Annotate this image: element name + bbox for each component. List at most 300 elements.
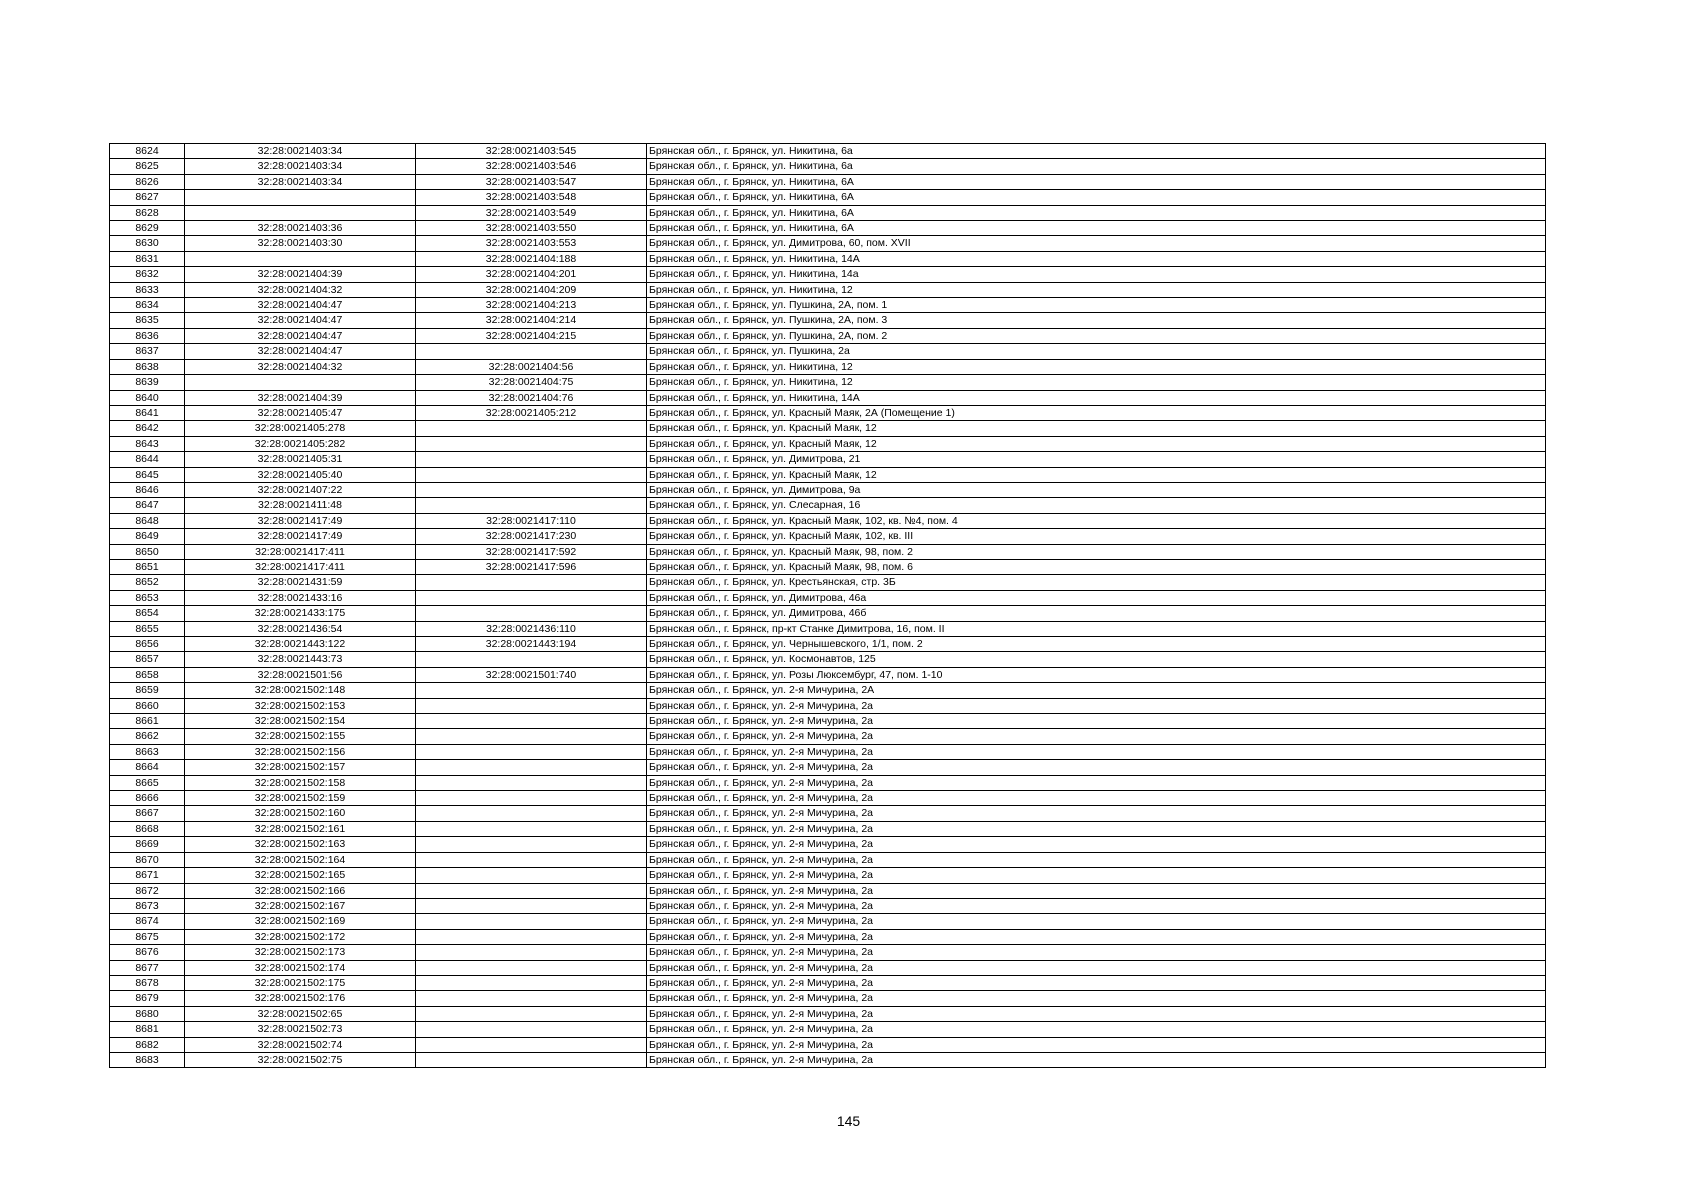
- row-number-cell: 8644: [110, 452, 185, 467]
- address-cell: Брянская обл., г. Брянск, ул. Красный Маяк, 12: [647, 436, 1546, 451]
- object-cadastral-number-cell: [416, 698, 647, 713]
- table-row: [110, 960, 1546, 975]
- object-cadastral-number-cell: 32:28:0021404:56: [416, 359, 647, 374]
- parcel-cadastral-number-cell: 32:28:0021404:32: [185, 359, 416, 374]
- table-row: [110, 729, 1546, 744]
- object-cadastral-number-cell: 32:28:0021404:215: [416, 328, 647, 343]
- address-cell: Брянская обл., г. Брянск, ул. Димитрова, 21: [647, 452, 1546, 467]
- address-cell: Брянская обл., г. Брянск, ул. 2-я Мичурина, 2а: [647, 868, 1546, 883]
- address-cell: Брянская обл., г. Брянск, ул. 2-я Мичурина, 2а: [647, 929, 1546, 944]
- object-cadastral-number-cell: [416, 975, 647, 990]
- row-number-cell: 8646: [110, 482, 185, 497]
- row-number-cell: 8673: [110, 898, 185, 913]
- table-row: [110, 868, 1546, 883]
- parcel-cadastral-number-cell: 32:28:0021404:47: [185, 313, 416, 328]
- address-cell: Брянская обл., г. Брянск, пр-кт Станке Димитрова, 16, пом. II: [647, 621, 1546, 636]
- parcel-cadastral-number-cell: 32:28:0021502:75: [185, 1052, 416, 1067]
- row-number-cell: 8638: [110, 359, 185, 374]
- address-cell: Брянская обл., г. Брянск, ул. 2-я Мичурина, 2а: [647, 1022, 1546, 1037]
- table-row: [110, 282, 1546, 297]
- table-row: [110, 945, 1546, 960]
- table-row: [110, 1037, 1546, 1052]
- table-row: [110, 637, 1546, 652]
- address-cell: Брянская обл., г. Брянск, ул. Красный Маяк, 98, пом. 6: [647, 559, 1546, 574]
- row-number-cell: 8625: [110, 159, 185, 174]
- table-row: [110, 791, 1546, 806]
- address-cell: Брянская обл., г. Брянск, ул. Красный Маяк, 12: [647, 467, 1546, 482]
- parcel-cadastral-number-cell: 32:28:0021502:158: [185, 775, 416, 790]
- object-cadastral-number-cell: [416, 960, 647, 975]
- row-number-cell: 8678: [110, 975, 185, 990]
- parcel-cadastral-number-cell: 32:28:0021411:48: [185, 498, 416, 513]
- address-cell: Брянская обл., г. Брянск, ул. 2-я Мичурина, 2а: [647, 729, 1546, 744]
- address-cell: Брянская обл., г. Брянск, ул. Никитина, 14а: [647, 267, 1546, 282]
- address-cell: Брянская обл., г. Брянск, ул. 2-я Мичурина, 2а: [647, 821, 1546, 836]
- address-cell: Брянская обл., г. Брянск, ул. Красный Маяк, 102, кв. III: [647, 529, 1546, 544]
- parcel-cadastral-number-cell: 32:28:0021403:34: [185, 159, 416, 174]
- object-cadastral-number-cell: 32:28:0021417:596: [416, 559, 647, 574]
- object-cadastral-number-cell: 32:28:0021405:212: [416, 405, 647, 420]
- row-number-cell: 8677: [110, 960, 185, 975]
- parcel-cadastral-number-cell: 32:28:0021405:31: [185, 452, 416, 467]
- table-row: [110, 436, 1546, 451]
- row-number-cell: 8635: [110, 313, 185, 328]
- table-row: [110, 421, 1546, 436]
- row-number-cell: 8664: [110, 760, 185, 775]
- row-number-cell: 8674: [110, 914, 185, 929]
- address-cell: Брянская обл., г. Брянск, ул. Димитрова, 9а: [647, 482, 1546, 497]
- table-row: [110, 1052, 1546, 1067]
- parcel-cadastral-number-cell: 32:28:0021404:47: [185, 298, 416, 313]
- table-row: [110, 590, 1546, 605]
- parcel-cadastral-number-cell: 32:28:0021417:49: [185, 513, 416, 528]
- address-cell: Брянская обл., г. Брянск, ул. Никитина, 6а: [647, 159, 1546, 174]
- table-row: [110, 683, 1546, 698]
- row-number-cell: 8666: [110, 791, 185, 806]
- object-cadastral-number-cell: [416, 714, 647, 729]
- address-cell: Брянская обл., г. Брянск, ул. 2-я Мичурина, 2а: [647, 1037, 1546, 1052]
- table-row: [110, 837, 1546, 852]
- object-cadastral-number-cell: 32:28:0021404:214: [416, 313, 647, 328]
- address-cell: Брянская обл., г. Брянск, ул. 2-я Мичурина, 2а: [647, 744, 1546, 759]
- address-cell: Брянская обл., г. Брянск, ул. 2-я Мичурина, 2а: [647, 837, 1546, 852]
- row-number-cell: 8657: [110, 652, 185, 667]
- address-cell: Брянская обл., г. Брянск, ул. Димитрова, 60, пом. XVII: [647, 236, 1546, 251]
- parcel-cadastral-number-cell: 32:28:0021502:172: [185, 929, 416, 944]
- address-cell: Брянская обл., г. Брянск, ул. Розы Люксембург, 47, пом. 1-10: [647, 667, 1546, 682]
- table-row: [110, 929, 1546, 944]
- object-cadastral-number-cell: [416, 914, 647, 929]
- table-row: [110, 498, 1546, 513]
- table-row: [110, 667, 1546, 682]
- parcel-cadastral-number-cell: [185, 205, 416, 220]
- row-number-cell: 8628: [110, 205, 185, 220]
- table-row: [110, 744, 1546, 759]
- object-cadastral-number-cell: [416, 1052, 647, 1067]
- table-row: [110, 298, 1546, 313]
- row-number-cell: 8627: [110, 190, 185, 205]
- address-cell: Брянская обл., г. Брянск, ул. Пушкина, 2а: [647, 344, 1546, 359]
- address-cell: Брянская обл., г. Брянск, ул. 2-я Мичурина, 2а: [647, 945, 1546, 960]
- table-row: [110, 205, 1546, 220]
- table-row: [110, 467, 1546, 482]
- address-cell: Брянская обл., г. Брянск, ул. 2-я Мичурина, 2а: [647, 806, 1546, 821]
- parcel-cadastral-number-cell: 32:28:0021404:32: [185, 282, 416, 297]
- address-cell: Брянская обл., г. Брянск, ул. 2-я Мичурина, 2а: [647, 791, 1546, 806]
- table-row: [110, 1006, 1546, 1021]
- parcel-cadastral-number-cell: 32:28:0021502:73: [185, 1022, 416, 1037]
- object-cadastral-number-cell: 32:28:0021417:592: [416, 544, 647, 559]
- object-cadastral-number-cell: 32:28:0021404:213: [416, 298, 647, 313]
- table-row: [110, 251, 1546, 266]
- address-cell: Брянская обл., г. Брянск, ул. Никитина, 14А: [647, 251, 1546, 266]
- object-cadastral-number-cell: 32:28:0021403:548: [416, 190, 647, 205]
- parcel-cadastral-number-cell: 32:28:0021502:156: [185, 744, 416, 759]
- object-cadastral-number-cell: [416, 868, 647, 883]
- table-row: [110, 652, 1546, 667]
- parcel-cadastral-number-cell: 32:28:0021502:165: [185, 868, 416, 883]
- object-cadastral-number-cell: [416, 498, 647, 513]
- table-row: [110, 159, 1546, 174]
- table-row: [110, 313, 1546, 328]
- parcel-cadastral-number-cell: 32:28:0021417:411: [185, 544, 416, 559]
- table-row: [110, 190, 1546, 205]
- table-row: [110, 714, 1546, 729]
- parcel-cadastral-number-cell: 32:28:0021404:39: [185, 390, 416, 405]
- parcel-cadastral-number-cell: 32:28:0021502:160: [185, 806, 416, 821]
- address-cell: Брянская обл., г. Брянск, ул. Красный Маяк, 12: [647, 421, 1546, 436]
- row-number-cell: 8637: [110, 344, 185, 359]
- address-cell: Брянская обл., г. Брянск, ул. 2-я Мичурина, 2а: [647, 960, 1546, 975]
- parcel-cadastral-number-cell: 32:28:0021502:161: [185, 821, 416, 836]
- parcel-cadastral-number-cell: 32:28:0021405:40: [185, 467, 416, 482]
- address-cell: Брянская обл., г. Брянск, ул. Никитина, 6а: [647, 144, 1546, 159]
- object-cadastral-number-cell: [416, 590, 647, 605]
- row-number-cell: 8675: [110, 929, 185, 944]
- address-cell: Брянская обл., г. Брянск, ул. Никитина, 6А: [647, 205, 1546, 220]
- address-cell: Брянская обл., г. Брянск, ул. Красный Маяк, 2А (Помещение 1): [647, 405, 1546, 420]
- address-cell: Брянская обл., г. Брянск, ул. 2-я Мичурина, 2а: [647, 883, 1546, 898]
- row-number-cell: 8639: [110, 375, 185, 390]
- row-number-cell: 8647: [110, 498, 185, 513]
- object-cadastral-number-cell: [416, 344, 647, 359]
- parcel-cadastral-number-cell: 32:28:0021404:47: [185, 344, 416, 359]
- row-number-cell: 8631: [110, 251, 185, 266]
- row-number-cell: 8658: [110, 667, 185, 682]
- address-cell: Брянская обл., г. Брянск, ул. 2-я Мичурина, 2а: [647, 698, 1546, 713]
- object-cadastral-number-cell: [416, 945, 647, 960]
- parcel-cadastral-number-cell: 32:28:0021502:175: [185, 975, 416, 990]
- address-cell: Брянская обл., г. Брянск, ул. Космонавтов, 125: [647, 652, 1546, 667]
- object-cadastral-number-cell: 32:28:0021404:75: [416, 375, 647, 390]
- row-number-cell: 8649: [110, 529, 185, 544]
- table-row: [110, 328, 1546, 343]
- parcel-cadastral-number-cell: 32:28:0021502:169: [185, 914, 416, 929]
- row-number-cell: 8642: [110, 421, 185, 436]
- parcel-cadastral-number-cell: 32:28:0021502:166: [185, 883, 416, 898]
- table-row: [110, 344, 1546, 359]
- parcel-cadastral-number-cell: 32:28:0021405:47: [185, 405, 416, 420]
- parcel-cadastral-number-cell: 32:28:0021502:74: [185, 1037, 416, 1052]
- address-cell: Брянская обл., г. Брянск, ул. 2-я Мичурина, 2а: [647, 898, 1546, 913]
- object-cadastral-number-cell: 32:28:0021417:230: [416, 529, 647, 544]
- address-cell: Брянская обл., г. Брянск, ул. Пушкина, 2А, пом. 1: [647, 298, 1546, 313]
- row-number-cell: 8648: [110, 513, 185, 528]
- table-row: [110, 375, 1546, 390]
- property-register-table: [109, 143, 1546, 1068]
- row-number-cell: 8630: [110, 236, 185, 251]
- row-number-cell: 8645: [110, 467, 185, 482]
- object-cadastral-number-cell: [416, 760, 647, 775]
- row-number-cell: 8662: [110, 729, 185, 744]
- object-cadastral-number-cell: 32:28:0021436:110: [416, 621, 647, 636]
- object-cadastral-number-cell: [416, 421, 647, 436]
- table-row: [110, 621, 1546, 636]
- row-number-cell: 8651: [110, 559, 185, 574]
- table-row: [110, 698, 1546, 713]
- object-cadastral-number-cell: [416, 929, 647, 944]
- table-row: [110, 390, 1546, 405]
- table-body: [110, 144, 1546, 1068]
- parcel-cadastral-number-cell: [185, 375, 416, 390]
- row-number-cell: 8668: [110, 821, 185, 836]
- parcel-cadastral-number-cell: 32:28:0021405:282: [185, 436, 416, 451]
- object-cadastral-number-cell: [416, 821, 647, 836]
- table-row: [110, 359, 1546, 374]
- row-number-cell: 8652: [110, 575, 185, 590]
- table-row: [110, 267, 1546, 282]
- object-cadastral-number-cell: [416, 991, 647, 1006]
- object-cadastral-number-cell: [416, 806, 647, 821]
- table-row: [110, 1022, 1546, 1037]
- row-number-cell: 8653: [110, 590, 185, 605]
- object-cadastral-number-cell: [416, 837, 647, 852]
- object-cadastral-number-cell: [416, 575, 647, 590]
- parcel-cadastral-number-cell: [185, 251, 416, 266]
- parcel-cadastral-number-cell: 32:28:0021502:153: [185, 698, 416, 713]
- parcel-cadastral-number-cell: 32:28:0021443:122: [185, 637, 416, 652]
- parcel-cadastral-number-cell: 32:28:0021502:65: [185, 1006, 416, 1021]
- parcel-cadastral-number-cell: 32:28:0021433:175: [185, 606, 416, 621]
- parcel-cadastral-number-cell: 32:28:0021403:34: [185, 144, 416, 159]
- address-cell: Брянская обл., г. Брянск, ул. 2-я Мичурина, 2а: [647, 914, 1546, 929]
- object-cadastral-number-cell: [416, 1022, 647, 1037]
- table-row: [110, 236, 1546, 251]
- address-cell: Брянская обл., г. Брянск, ул. Пушкина, 2А, пом. 3: [647, 313, 1546, 328]
- object-cadastral-number-cell: [416, 1006, 647, 1021]
- table-row: [110, 544, 1546, 559]
- row-number-cell: 8665: [110, 775, 185, 790]
- address-cell: Брянская обл., г. Брянск, ул. 2-я Мичурина, 2а: [647, 760, 1546, 775]
- row-number-cell: 8640: [110, 390, 185, 405]
- row-number-cell: 8661: [110, 714, 185, 729]
- parcel-cadastral-number-cell: 32:28:0021404:39: [185, 267, 416, 282]
- object-cadastral-number-cell: [416, 729, 647, 744]
- row-number-cell: 8654: [110, 606, 185, 621]
- object-cadastral-number-cell: 32:28:0021404:209: [416, 282, 647, 297]
- parcel-cadastral-number-cell: 32:28:0021443:73: [185, 652, 416, 667]
- object-cadastral-number-cell: 32:28:0021417:110: [416, 513, 647, 528]
- address-cell: Брянская обл., г. Брянск, ул. 2-я Мичурина, 2а: [647, 775, 1546, 790]
- address-cell: Брянская обл., г. Брянск, ул. Пушкина, 2А, пом. 2: [647, 328, 1546, 343]
- table-row: [110, 513, 1546, 528]
- table-row: [110, 991, 1546, 1006]
- address-cell: Брянская обл., г. Брянск, ул. Крестьянская, стр. 3Б: [647, 575, 1546, 590]
- object-cadastral-number-cell: [416, 791, 647, 806]
- address-cell: Брянская обл., г. Брянск, ул. 2-я Мичурина, 2А: [647, 683, 1546, 698]
- address-cell: Брянская обл., г. Брянск, ул. 2-я Мичурина, 2а: [647, 1052, 1546, 1067]
- table-row: [110, 606, 1546, 621]
- row-number-cell: 8663: [110, 744, 185, 759]
- row-number-cell: 8669: [110, 837, 185, 852]
- address-cell: Брянская обл., г. Брянск, ул. Никитина, 6А: [647, 221, 1546, 236]
- table-row: [110, 775, 1546, 790]
- row-number-cell: 8671: [110, 868, 185, 883]
- parcel-cadastral-number-cell: 32:28:0021417:49: [185, 529, 416, 544]
- row-number-cell: 8672: [110, 883, 185, 898]
- row-number-cell: 8656: [110, 637, 185, 652]
- object-cadastral-number-cell: 32:28:0021403:546: [416, 159, 647, 174]
- object-cadastral-number-cell: 32:28:0021443:194: [416, 637, 647, 652]
- parcel-cadastral-number-cell: 32:28:0021502:164: [185, 852, 416, 867]
- address-cell: Брянская обл., г. Брянск, ул. Никитина, 14А: [647, 390, 1546, 405]
- object-cadastral-number-cell: [416, 683, 647, 698]
- address-cell: Брянская обл., г. Брянск, ул. 2-я Мичурина, 2а: [647, 975, 1546, 990]
- table-row: [110, 898, 1546, 913]
- object-cadastral-number-cell: [416, 1037, 647, 1052]
- object-cadastral-number-cell: [416, 652, 647, 667]
- row-number-cell: 8659: [110, 683, 185, 698]
- row-number-cell: 8624: [110, 144, 185, 159]
- parcel-cadastral-number-cell: 32:28:0021404:47: [185, 328, 416, 343]
- address-cell: Брянская обл., г. Брянск, ул. Димитрова, 46а: [647, 590, 1546, 605]
- parcel-cadastral-number-cell: 32:28:0021501:56: [185, 667, 416, 682]
- address-cell: Брянская обл., г. Брянск, ул. 2-я Мичурина, 2а: [647, 852, 1546, 867]
- table-row: [110, 452, 1546, 467]
- parcel-cadastral-number-cell: 32:28:0021502:154: [185, 714, 416, 729]
- row-number-cell: 8629: [110, 221, 185, 236]
- parcel-cadastral-number-cell: 32:28:0021436:54: [185, 621, 416, 636]
- table-row: [110, 575, 1546, 590]
- parcel-cadastral-number-cell: 32:28:0021502:176: [185, 991, 416, 1006]
- object-cadastral-number-cell: 32:28:0021404:188: [416, 251, 647, 266]
- parcel-cadastral-number-cell: 32:28:0021502:174: [185, 960, 416, 975]
- row-number-cell: 8632: [110, 267, 185, 282]
- table-row: [110, 529, 1546, 544]
- object-cadastral-number-cell: [416, 467, 647, 482]
- parcel-cadastral-number-cell: 32:28:0021433:16: [185, 590, 416, 605]
- object-cadastral-number-cell: [416, 452, 647, 467]
- address-cell: Брянская обл., г. Брянск, ул. Никитина, 6А: [647, 174, 1546, 189]
- row-number-cell: 8667: [110, 806, 185, 821]
- address-cell: Брянская обл., г. Брянск, ул. Никитина, 6А: [647, 190, 1546, 205]
- table-row: [110, 174, 1546, 189]
- parcel-cadastral-number-cell: 32:28:0021403:34: [185, 174, 416, 189]
- address-cell: Брянская обл., г. Брянск, ул. 2-я Мичурина, 2а: [647, 991, 1546, 1006]
- object-cadastral-number-cell: [416, 898, 647, 913]
- address-cell: Брянская обл., г. Брянск, ул. Красный Маяк, 98, пом. 2: [647, 544, 1546, 559]
- row-number-cell: 8681: [110, 1022, 185, 1037]
- row-number-cell: 8683: [110, 1052, 185, 1067]
- row-number-cell: 8680: [110, 1006, 185, 1021]
- parcel-cadastral-number-cell: 32:28:0021502:163: [185, 837, 416, 852]
- row-number-cell: 8636: [110, 328, 185, 343]
- table-row: [110, 852, 1546, 867]
- row-number-cell: 8679: [110, 991, 185, 1006]
- table-row: [110, 975, 1546, 990]
- page-number: 145: [836, 1113, 861, 1129]
- parcel-cadastral-number-cell: 32:28:0021502:159: [185, 791, 416, 806]
- row-number-cell: 8643: [110, 436, 185, 451]
- row-number-cell: 8626: [110, 174, 185, 189]
- object-cadastral-number-cell: [416, 883, 647, 898]
- object-cadastral-number-cell: 32:28:0021404:201: [416, 267, 647, 282]
- row-number-cell: 8660: [110, 698, 185, 713]
- table-row: [110, 760, 1546, 775]
- object-cadastral-number-cell: [416, 436, 647, 451]
- object-cadastral-number-cell: 32:28:0021403:550: [416, 221, 647, 236]
- row-number-cell: 8682: [110, 1037, 185, 1052]
- table-row: [110, 221, 1546, 236]
- parcel-cadastral-number-cell: 32:28:0021502:155: [185, 729, 416, 744]
- table-row: [110, 405, 1546, 420]
- row-number-cell: 8670: [110, 852, 185, 867]
- address-cell: Брянская обл., г. Брянск, ул. Слесарная, 16: [647, 498, 1546, 513]
- address-cell: Брянская обл., г. Брянск, ул. 2-я Мичурина, 2а: [647, 1006, 1546, 1021]
- table-row: [110, 914, 1546, 929]
- row-number-cell: 8633: [110, 282, 185, 297]
- object-cadastral-number-cell: 32:28:0021403:545: [416, 144, 647, 159]
- address-cell: Брянская обл., г. Брянск, ул. Никитина, 12: [647, 375, 1546, 390]
- address-cell: Брянская обл., г. Брянск, ул. Никитина, 12: [647, 359, 1546, 374]
- object-cadastral-number-cell: 32:28:0021403:553: [416, 236, 647, 251]
- object-cadastral-number-cell: [416, 744, 647, 759]
- address-cell: Брянская обл., г. Брянск, ул. Никитина, 12: [647, 282, 1546, 297]
- table-row: [110, 559, 1546, 574]
- parcel-cadastral-number-cell: 32:28:0021502:157: [185, 760, 416, 775]
- table-row: [110, 806, 1546, 821]
- address-cell: Брянская обл., г. Брянск, ул. 2-я Мичурина, 2а: [647, 714, 1546, 729]
- row-number-cell: 8655: [110, 621, 185, 636]
- parcel-cadastral-number-cell: 32:28:0021403:30: [185, 236, 416, 251]
- object-cadastral-number-cell: 32:28:0021403:549: [416, 205, 647, 220]
- object-cadastral-number-cell: 32:28:0021404:76: [416, 390, 647, 405]
- object-cadastral-number-cell: [416, 852, 647, 867]
- parcel-cadastral-number-cell: 32:28:0021403:36: [185, 221, 416, 236]
- object-cadastral-number-cell: [416, 482, 647, 497]
- row-number-cell: 8634: [110, 298, 185, 313]
- address-cell: Брянская обл., г. Брянск, ул. Димитрова, 46б: [647, 606, 1546, 621]
- object-cadastral-number-cell: [416, 606, 647, 621]
- table-row: [110, 883, 1546, 898]
- row-number-cell: 8676: [110, 945, 185, 960]
- parcel-cadastral-number-cell: 32:28:0021502:148: [185, 683, 416, 698]
- parcel-cadastral-number-cell: 32:28:0021407:22: [185, 482, 416, 497]
- parcel-cadastral-number-cell: [185, 190, 416, 205]
- object-cadastral-number-cell: 32:28:0021403:547: [416, 174, 647, 189]
- parcel-cadastral-number-cell: 32:28:0021431:59: [185, 575, 416, 590]
- row-number-cell: 8650: [110, 544, 185, 559]
- table-row: [110, 482, 1546, 497]
- parcel-cadastral-number-cell: 32:28:0021502:173: [185, 945, 416, 960]
- object-cadastral-number-cell: [416, 775, 647, 790]
- address-cell: Брянская обл., г. Брянск, ул. Чернышевского, 1/1, пом. 2: [647, 637, 1546, 652]
- table-row: [110, 144, 1546, 159]
- row-number-cell: 8641: [110, 405, 185, 420]
- address-cell: Брянская обл., г. Брянск, ул. Красный Маяк, 102, кв. №4, пом. 4: [647, 513, 1546, 528]
- parcel-cadastral-number-cell: 32:28:0021417:411: [185, 559, 416, 574]
- parcel-cadastral-number-cell: 32:28:0021405:278: [185, 421, 416, 436]
